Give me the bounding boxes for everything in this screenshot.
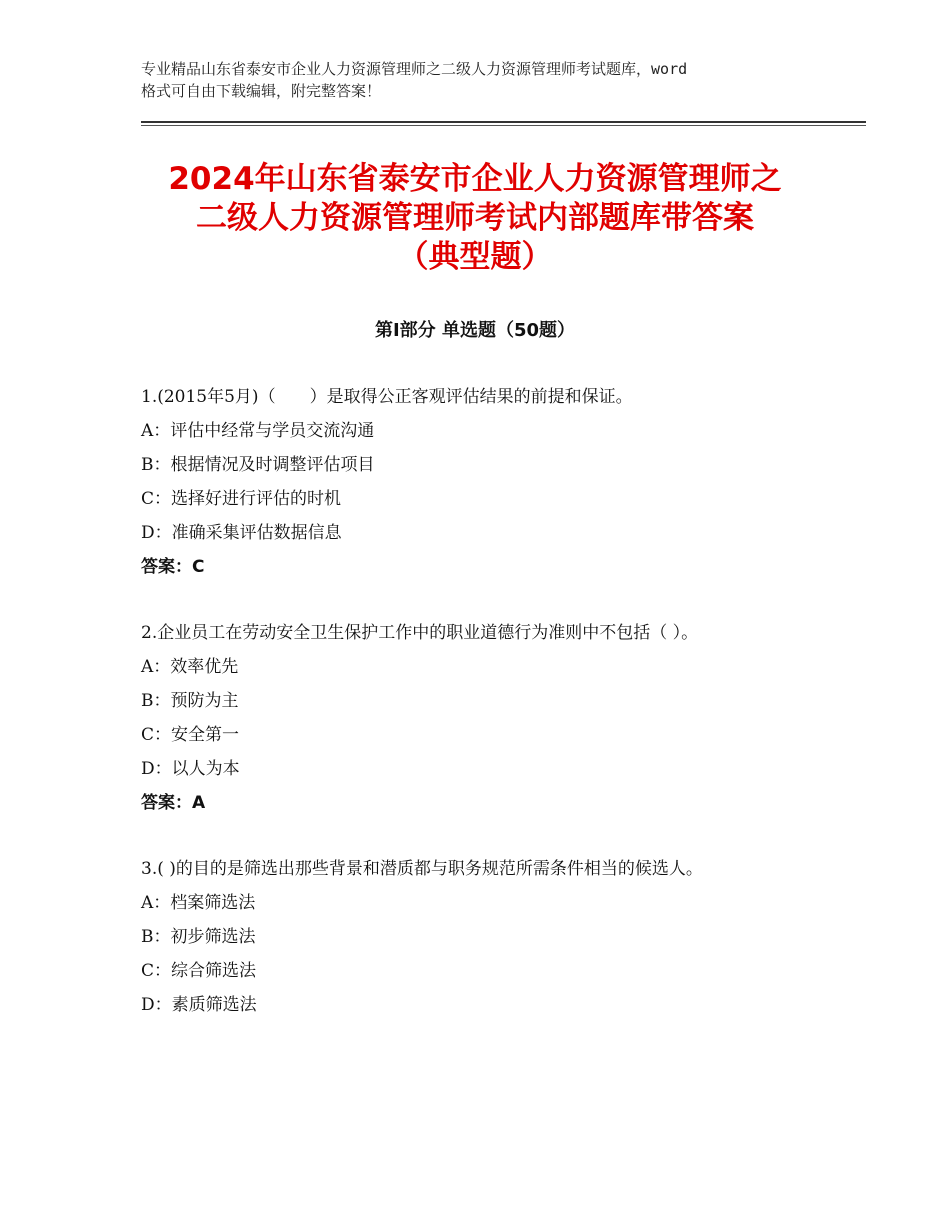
option-b: B：初步筛选法	[141, 927, 256, 947]
header-divider-thin	[141, 125, 866, 126]
question-2	[141, 616, 831, 820]
question-list	[141, 380, 831, 1054]
answer-line: 答案：C	[141, 557, 205, 577]
question-stem: 1.(2015年5月)（ ）是取得公正客观评估结果的前提和保证。	[141, 387, 633, 407]
option-d: D：素质筛选法	[141, 995, 257, 1015]
option-c: C：选择好进行评估的时机	[141, 489, 342, 509]
header-note-line-2: 格式可自由下载编辑，附完整答案！	[141, 82, 382, 100]
question-3	[141, 852, 831, 1022]
header-note	[141, 58, 831, 102]
title-line-2: 二级人力资源管理师考试内部题库带答案	[196, 200, 754, 236]
option-a: A：档案筛选法	[141, 893, 256, 913]
document-title	[110, 160, 840, 277]
option-b: B：根据情况及时调整评估项目	[141, 455, 375, 475]
section-heading: 第Ⅰ部分 单选题（50题）	[374, 320, 575, 341]
question-stem: 2.企业员工在劳动安全卫生保护工作中的职业道德行为准则中不包括（ ）。	[141, 623, 699, 643]
option-d: D：准确采集评估数据信息	[141, 523, 342, 543]
option-c: C：安全第一	[141, 725, 240, 745]
option-a: A：评估中经常与学员交流沟通	[141, 421, 375, 441]
header-divider-thick	[141, 121, 866, 123]
title-line-1: 2024年山东省泰安市企业人力资源管理师之	[168, 161, 782, 197]
question-1	[141, 380, 831, 584]
option-b: B：预防为主	[141, 691, 239, 711]
header-note-line-1: 专业精品山东省泰安市企业人力资源管理师之二级人力资源管理师考试题库，word	[141, 60, 688, 78]
option-a: A：效率优先	[141, 657, 239, 677]
title-line-3: （典型题）	[397, 239, 553, 275]
option-c: C：综合筛选法	[141, 961, 257, 981]
question-stem: 3.( )的目的是筛选出那些背景和潜质都与职务规范所需条件相当的候选人。	[141, 859, 703, 879]
option-d: D：以人为本	[141, 759, 240, 779]
answer-line: 答案：A	[141, 793, 206, 813]
